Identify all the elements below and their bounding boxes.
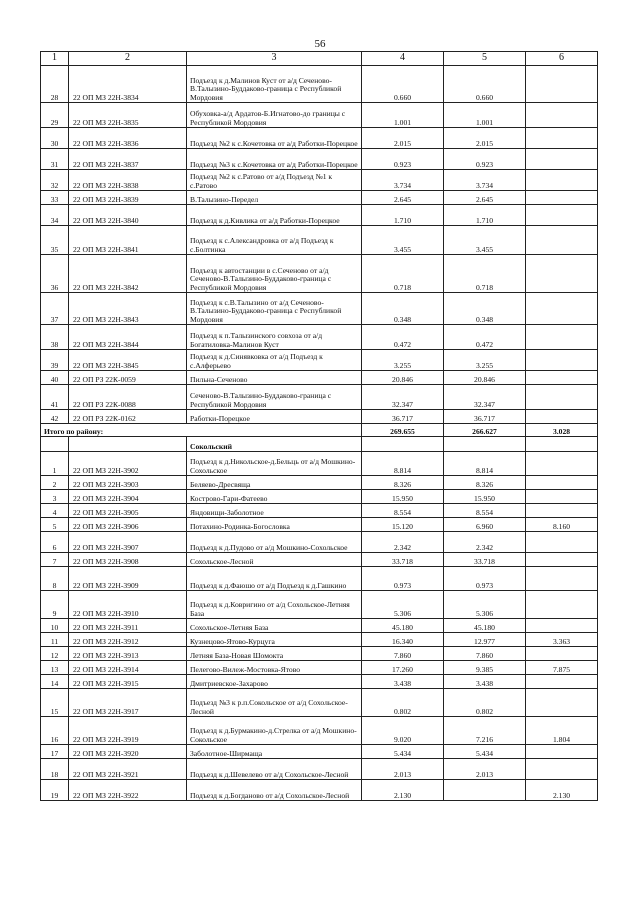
total-length: 5.306: [362, 591, 444, 619]
length-col-6: [526, 745, 598, 759]
total-length: 15.950: [362, 490, 444, 504]
road-code: 22 ОП МЗ 22Н-3844: [69, 325, 187, 350]
road-name: Пелегово-Вилеж-Мостовка-Ятово: [187, 661, 362, 675]
road-code: 22 ОП МЗ 22Н-3920: [69, 745, 187, 759]
length-col-6: [526, 476, 598, 490]
row-number: 39: [41, 350, 69, 371]
length-col-6: [526, 647, 598, 661]
length-col-6: [526, 350, 598, 371]
total-length: 8.814: [362, 452, 444, 476]
row-number: 40: [41, 371, 69, 385]
length-col-5: 2.013: [444, 759, 526, 780]
length-col-5: 3.455: [444, 226, 526, 255]
row-number: 18: [41, 759, 69, 780]
road-code: 22 ОП МЗ 22Н-3834: [69, 66, 187, 103]
road-code: 22 ОП МЗ 22Н-3905: [69, 504, 187, 518]
row-number: 38: [41, 325, 69, 350]
road-code: 22 ОП МЗ 22Н-3838: [69, 170, 187, 191]
row-number: 36: [41, 255, 69, 293]
total-col-5: 266.627: [444, 424, 526, 437]
table-row: [41, 226, 598, 255]
header-col-3: 3: [187, 52, 362, 66]
road-name: Летняя База-Новая Шомокта: [187, 647, 362, 661]
length-col-5: 45.180: [444, 619, 526, 633]
length-col-6: [526, 675, 598, 689]
length-col-5: 0.802: [444, 689, 526, 717]
length-col-5: 36.717: [444, 410, 526, 424]
table-row: [41, 504, 598, 518]
row-number: 42: [41, 410, 69, 424]
table-row: [41, 170, 598, 191]
table-row: [41, 619, 598, 633]
length-col-5: 0.348: [444, 293, 526, 325]
total-length: 1.001: [362, 103, 444, 128]
row-number: 19: [41, 780, 69, 801]
table-row: [41, 759, 598, 780]
length-col-5: 0.660: [444, 66, 526, 103]
length-col-5: 0.923: [444, 149, 526, 170]
length-col-6: [526, 66, 598, 103]
road-code: 22 ОП МЗ 22Н-3908: [69, 553, 187, 567]
table-row: [41, 128, 598, 149]
road-code: 22 ОП МЗ 22Н-3912: [69, 633, 187, 647]
road-code: 22 ОП МЗ 22Н-3837: [69, 149, 187, 170]
length-col-5: 1.710: [444, 205, 526, 226]
row-number: 9: [41, 591, 69, 619]
length-col-6: [526, 490, 598, 504]
total-length: 36.717: [362, 410, 444, 424]
length-col-5: 9.385: [444, 661, 526, 675]
length-col-5: 3.438: [444, 675, 526, 689]
total-length: 17.260: [362, 661, 444, 675]
road-name: Подъезд к с.В.Талызино от а/д Сеченово-В.Талызино-Буддаково-граница с Республикой Мордовия: [187, 293, 362, 325]
table-row: [41, 633, 598, 647]
length-col-6: [526, 504, 598, 518]
length-col-5: 2.342: [444, 532, 526, 553]
table-row: [41, 717, 598, 745]
total-length: 0.472: [362, 325, 444, 350]
length-col-6: [526, 128, 598, 149]
road-name: Обуховка-а/д Ардатов-Б.Игнатово-до границы с Республикой Мордовия: [187, 103, 362, 128]
road-name: Подъезд к д.Малинов Куст от а/д Сеченово-В.Талызино-Буддаково-граница с Республикой Мордовия: [187, 66, 362, 103]
table-row: [41, 689, 598, 717]
length-col-5: 15.950: [444, 490, 526, 504]
length-col-5: 20.846: [444, 371, 526, 385]
road-name: Подъезд №2 к с.Кочетовка от а/д Работки-Порецкое: [187, 128, 362, 149]
road-code: 22 ОП МЗ 22Н-3921: [69, 759, 187, 780]
table-row: [41, 371, 598, 385]
road-name: Подъезд к д.Бурмакино-д.Стрелка от а/д Мошкино-Сокольское: [187, 717, 362, 745]
length-col-6: [526, 532, 598, 553]
row-number: 31: [41, 149, 69, 170]
table-row: [41, 647, 598, 661]
road-code: 22 ОП МЗ 22Н-3915: [69, 675, 187, 689]
length-col-5: 6.960: [444, 518, 526, 532]
road-code: 22 ОП МЗ 22Н-3917: [69, 689, 187, 717]
total-length: 2.015: [362, 128, 444, 149]
row-number: 8: [41, 567, 69, 591]
length-col-6: [526, 226, 598, 255]
road-name: Сохольское-Летняя База: [187, 619, 362, 633]
road-code: 22 ОП МЗ 22Н-3902: [69, 452, 187, 476]
length-col-5: 2.015: [444, 128, 526, 149]
district-total-row: [41, 424, 598, 437]
length-col-6: [526, 759, 598, 780]
row-number: 14: [41, 675, 69, 689]
road-name: Подъезд к д.Богданово от а/д Сохольское-Лесной: [187, 780, 362, 801]
road-code: 22 ОП МЗ 22Н-3922: [69, 780, 187, 801]
road-code: 22 ОП МЗ 22Н-3845: [69, 350, 187, 371]
row-number: 17: [41, 745, 69, 759]
table-row: [41, 745, 598, 759]
total-length: 8.554: [362, 504, 444, 518]
road-name: Подъезд к д.Ковригино от а/д Сохольское-Летняя База: [187, 591, 362, 619]
road-name: Подъезд к д.Никольское-д.Бельць от а/д Мошкино-Сохольское: [187, 452, 362, 476]
length-col-5: 0.973: [444, 567, 526, 591]
length-col-5: 8.814: [444, 452, 526, 476]
length-col-6: [526, 371, 598, 385]
road-code: 22 ОП МЗ 22Н-3836: [69, 128, 187, 149]
empty-cell: [444, 437, 526, 452]
road-code: 22 ОП РЗ 22К-0162: [69, 410, 187, 424]
table-row: [41, 350, 598, 371]
road-name: Работки-Порецкое: [187, 410, 362, 424]
total-length: 45.180: [362, 619, 444, 633]
district-section-row: [41, 437, 598, 452]
district-name: Сокольский: [187, 437, 362, 452]
length-col-6: [526, 205, 598, 226]
table-body: [41, 66, 598, 801]
length-col-5: 32.347: [444, 385, 526, 410]
total-length: 16.340: [362, 633, 444, 647]
road-name: Яндовищи-Заболотное: [187, 504, 362, 518]
row-number: 2: [41, 476, 69, 490]
row-number: 13: [41, 661, 69, 675]
length-col-6: 1.804: [526, 717, 598, 745]
road-name: Подъезд к д.Синявковка от а/д Подъезд к с.Алферьево: [187, 350, 362, 371]
length-col-6: [526, 567, 598, 591]
length-col-6: [526, 149, 598, 170]
length-col-5: [444, 780, 526, 801]
total-length: 0.802: [362, 689, 444, 717]
header-row: [41, 52, 598, 66]
length-col-6: [526, 191, 598, 205]
table-row: [41, 410, 598, 424]
table-row: [41, 191, 598, 205]
row-number: 5: [41, 518, 69, 532]
row-number: 7: [41, 553, 69, 567]
road-code: 22 ОП МЗ 22Н-3904: [69, 490, 187, 504]
road-name: Кузнецово-Ятово-Курцуга: [187, 633, 362, 647]
header-col-5: 5: [444, 52, 526, 66]
road-name: Подъезд к д.Пудово от а/д Мошкино-Сохольское: [187, 532, 362, 553]
road-code: 22 ОП МЗ 22Н-3842: [69, 255, 187, 293]
row-number: 11: [41, 633, 69, 647]
total-length: 33.718: [362, 553, 444, 567]
row-number: 10: [41, 619, 69, 633]
table-row: [41, 103, 598, 128]
road-code: 22 ОП МЗ 22Н-3914: [69, 661, 187, 675]
total-col-6: 3.028: [526, 424, 598, 437]
road-code: 22 ОП МЗ 22Н-3835: [69, 103, 187, 128]
table-row: [41, 553, 598, 567]
empty-cell: [526, 437, 598, 452]
row-number: 6: [41, 532, 69, 553]
length-col-5: 3.734: [444, 170, 526, 191]
total-length: 3.455: [362, 226, 444, 255]
total-length: 7.860: [362, 647, 444, 661]
total-label: Итого по району:: [41, 424, 362, 437]
length-col-6: [526, 452, 598, 476]
row-number: 16: [41, 717, 69, 745]
length-col-5: 8.554: [444, 504, 526, 518]
header-col-2: 2: [69, 52, 187, 66]
table-row: [41, 66, 598, 103]
total-length: 2.130: [362, 780, 444, 801]
total-length: 0.923: [362, 149, 444, 170]
row-number: 34: [41, 205, 69, 226]
row-number: 30: [41, 128, 69, 149]
road-name: Беляево-Дресвяща: [187, 476, 362, 490]
length-col-5: 5.306: [444, 591, 526, 619]
road-name: Подъезд к с.Александровка от а/д Подъезд к с.Болтинка: [187, 226, 362, 255]
road-code: 22 ОП МЗ 22Н-3839: [69, 191, 187, 205]
road-name: Подъезд к д.Кивлика от а/д Работки-Порецкое: [187, 205, 362, 226]
road-code: 22 ОП МЗ 22Н-3909: [69, 567, 187, 591]
row-number: 37: [41, 293, 69, 325]
total-length: 2.645: [362, 191, 444, 205]
header-col-1: 1: [41, 52, 69, 66]
road-name: Кострово-Гари-Фатеево: [187, 490, 362, 504]
road-name: Подъезд к п.Талызинского совхоза от а/д Богатиловка-Малинов Куст: [187, 325, 362, 350]
length-col-5: 1.001: [444, 103, 526, 128]
table-row: [41, 591, 598, 619]
table-row: [41, 567, 598, 591]
total-length: 15.120: [362, 518, 444, 532]
table-row: [41, 490, 598, 504]
total-length: 8.326: [362, 476, 444, 490]
length-col-6: [526, 689, 598, 717]
table-row: [41, 532, 598, 553]
length-col-5: 2.645: [444, 191, 526, 205]
length-col-6: [526, 619, 598, 633]
road-name: Заболотное-Ширмаща: [187, 745, 362, 759]
table-row: [41, 518, 598, 532]
total-length: 0.973: [362, 567, 444, 591]
road-name: Пильна-Сеченово: [187, 371, 362, 385]
road-name: В.Талызино-Передел: [187, 191, 362, 205]
road-code: 22 ОП МЗ 22Н-3919: [69, 717, 187, 745]
table-row: [41, 476, 598, 490]
length-col-6: 3.363: [526, 633, 598, 647]
total-length: 2.013: [362, 759, 444, 780]
table-row: [41, 385, 598, 410]
table-row: [41, 780, 598, 801]
length-col-5: 0.718: [444, 255, 526, 293]
total-length: 3.255: [362, 350, 444, 371]
length-col-6: [526, 410, 598, 424]
row-number: 28: [41, 66, 69, 103]
empty-cell: [69, 437, 187, 452]
road-code: 22 ОП МЗ 22Н-3906: [69, 518, 187, 532]
total-length: 20.846: [362, 371, 444, 385]
length-col-6: 2.130: [526, 780, 598, 801]
total-length: 269.655: [362, 424, 444, 437]
road-name: Потахино-Родинка-Богословка: [187, 518, 362, 532]
length-col-6: [526, 325, 598, 350]
length-col-5: 3.255: [444, 350, 526, 371]
row-number: 12: [41, 647, 69, 661]
length-col-6: [526, 170, 598, 191]
total-length: 0.348: [362, 293, 444, 325]
length-col-5: 7.860: [444, 647, 526, 661]
road-name: Дмитриевское-Захарово: [187, 675, 362, 689]
table-row: [41, 255, 598, 293]
length-col-6: 8.160: [526, 518, 598, 532]
page-number: 56: [314, 38, 326, 50]
row-number: 41: [41, 385, 69, 410]
road-code: 22 ОП МЗ 22Н-3907: [69, 532, 187, 553]
length-col-6: [526, 553, 598, 567]
row-number: 3: [41, 490, 69, 504]
row-number: 15: [41, 689, 69, 717]
empty-cell: [362, 437, 444, 452]
total-length: 32.347: [362, 385, 444, 410]
length-col-6: [526, 385, 598, 410]
table-row: [41, 452, 598, 476]
table-row: [41, 149, 598, 170]
length-col-6: 7.875: [526, 661, 598, 675]
length-col-6: [526, 255, 598, 293]
row-number: 35: [41, 226, 69, 255]
row-number: 29: [41, 103, 69, 128]
length-col-5: 5.434: [444, 745, 526, 759]
total-length: 5.434: [362, 745, 444, 759]
row-number: 33: [41, 191, 69, 205]
length-col-5: 12.977: [444, 633, 526, 647]
length-col-5: 0.472: [444, 325, 526, 350]
table-row: [41, 325, 598, 350]
road-code: 22 ОП МЗ 22Н-3903: [69, 476, 187, 490]
road-code: 22 ОП МЗ 22Н-3843: [69, 293, 187, 325]
road-name: Подъезд №3 к с.Кочетовка от а/д Работки-Порецкое: [187, 149, 362, 170]
road-code: 22 ОП МЗ 22Н-3911: [69, 619, 187, 633]
road-name: Подъезд №3 к р.п.Сокольское от а/д Сохольское-Лесной: [187, 689, 362, 717]
table-row: [41, 205, 598, 226]
length-col-5: 33.718: [444, 553, 526, 567]
road-name: Подъезд к автостанции в с.Сеченово от а/д Сеченово-В.Талызино-Буддаково-граница с Республикой Мордовия: [187, 255, 362, 293]
total-length: 2.342: [362, 532, 444, 553]
road-name: Сеченово-В.Талызино-Буддаково-граница с Республикой Мордовия: [187, 385, 362, 410]
road-name: Подъезд к д.Шевелево от а/д Сохольское-Лесной: [187, 759, 362, 780]
header-col-4: 4: [362, 52, 444, 66]
road-name: Подъезд №2 к с.Ратово от а/д Подъезд №1 к с.Ратово: [187, 170, 362, 191]
road-code: 22 ОП МЗ 22Н-3910: [69, 591, 187, 619]
length-col-6: [526, 103, 598, 128]
road-code: 22 ОП МЗ 22Н-3841: [69, 226, 187, 255]
total-length: 9.020: [362, 717, 444, 745]
total-length: 0.718: [362, 255, 444, 293]
road-code: 22 ОП РЗ 22К-0059: [69, 371, 187, 385]
roads-table: [40, 51, 598, 801]
road-code: 22 ОП МЗ 22Н-3840: [69, 205, 187, 226]
total-length: 0.660: [362, 66, 444, 103]
road-code: 22 ОП РЗ 22К-0088: [69, 385, 187, 410]
road-name: Подъезд к д.Фаюшо от а/д Подъезд к д.Гашкино: [187, 567, 362, 591]
road-code: 22 ОП МЗ 22Н-3913: [69, 647, 187, 661]
table-row: [41, 675, 598, 689]
length-col-5: 7.216: [444, 717, 526, 745]
total-length: 1.710: [362, 205, 444, 226]
row-number: 4: [41, 504, 69, 518]
length-col-6: [526, 591, 598, 619]
header-col-6: 6: [526, 52, 598, 66]
length-col-6: [526, 293, 598, 325]
length-col-5: 8.326: [444, 476, 526, 490]
empty-cell: [41, 437, 69, 452]
row-number: 32: [41, 170, 69, 191]
table-row: [41, 293, 598, 325]
total-length: 3.438: [362, 675, 444, 689]
road-name: Сохольское-Лесной: [187, 553, 362, 567]
table-row: [41, 661, 598, 675]
total-length: 3.734: [362, 170, 444, 191]
row-number: 1: [41, 452, 69, 476]
